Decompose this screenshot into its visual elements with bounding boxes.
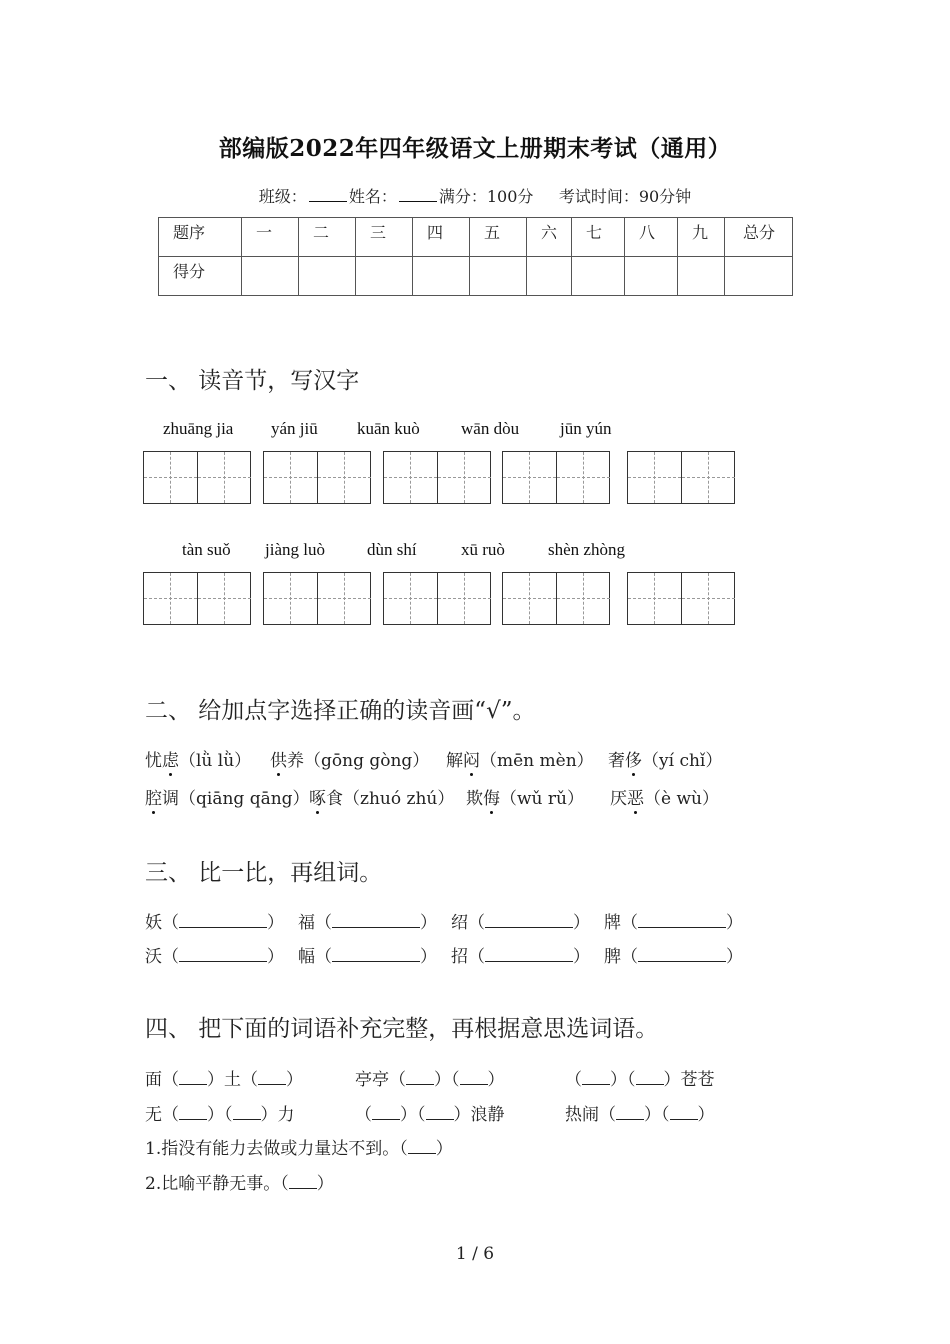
writing-grid[interactable] [627,451,735,504]
idiom-item[interactable]: 面（ ）土（ ） [145,1070,303,1090]
pinyin: jūn yún [560,419,612,438]
idiom-item[interactable]: （ ）（ ）苍苍 [565,1070,715,1090]
score-table-header-row [159,218,793,257]
score-cell[interactable] [413,257,470,296]
writing-grid[interactable] [143,451,251,504]
word-item[interactable]: 幅（ ） [298,947,437,967]
writing-grid[interactable] [627,572,735,625]
reading-item[interactable]: 啄食（zhuó zhú） [309,789,455,809]
score-cell[interactable] [725,257,793,296]
idiom-item[interactable]: 热闹（ ）（ ） [565,1105,715,1125]
exam-info [0,184,950,207]
score-table-score-row [159,257,793,296]
score-table [158,217,793,296]
header-cell: 四 [413,218,470,257]
word-item[interactable]: 沃（ ） [145,947,284,967]
pinyin: tàn suǒ [182,540,231,559]
idiom-item[interactable]: （ ）（ ）浪静 [355,1105,505,1125]
class-blank[interactable] [309,187,347,202]
writing-grid[interactable] [143,572,251,625]
word-item[interactable]: 妖（ ） [145,913,284,933]
pinyin: kuān kuò [357,419,420,438]
word-item[interactable]: 绍（ ） [451,913,590,933]
writing-grid[interactable] [502,451,610,504]
section3-heading: 三、 比一比，再组词。 [145,860,383,886]
pinyin: jiàng luò [265,540,325,559]
class-label: 班级： [258,187,307,206]
header-cell: 三 [356,218,413,257]
score-cell[interactable] [356,257,413,296]
pinyin: yán jiū [271,419,318,438]
header-cell: 二 [299,218,356,257]
name-label: 姓名： [348,187,397,206]
header-cell: 总分 [725,218,793,257]
score-cell[interactable] [527,257,572,296]
pinyin: wān dòu [461,419,520,438]
idiom-item[interactable]: 亭亭（ ）（ ） [355,1070,505,1090]
page-title: 部编版2022年四年级语文上册期末考试（通用） [218,135,732,162]
full-score: 满分：100分 [438,187,534,206]
reading-item[interactable]: 欺侮（wǔ rǔ） [466,789,584,809]
reading-item[interactable]: 解闷（mēn mèn） [446,751,594,771]
score-cell[interactable] [678,257,725,296]
score-cell[interactable] [572,257,625,296]
header-cell: 六 [527,218,572,257]
reading-item[interactable]: 供养（gōng gòng） [270,751,430,771]
header-cell: 题序 [159,218,242,257]
pinyin: xū ruò [461,540,505,559]
reading-item[interactable]: 厌恶（è wù） [610,789,719,809]
header-cell: 七 [572,218,625,257]
pinyin: zhuāng jia [163,419,234,438]
writing-grid[interactable] [263,451,371,504]
page-number: 1 / 6 [455,1244,495,1264]
writing-grid[interactable] [383,451,491,504]
row-label: 得分 [159,257,242,296]
word-item[interactable]: 招（ ） [451,947,590,967]
header-cell: 九 [678,218,725,257]
section1-heading: 一、 读音节，写汉字 [145,368,360,394]
writing-grid[interactable] [263,572,371,625]
idiom-item[interactable]: 无（ ）（ ）力 [145,1105,295,1125]
pinyin: shèn zhòng [548,540,625,559]
word-item[interactable]: 牌（ ） [604,913,743,933]
section2-heading: 二、 给加点字选择正确的读音画“√”。 [145,698,536,724]
reading-item[interactable]: 忧虑（lǜ lǜ） [145,751,252,771]
question-2[interactable]: 2.比喻平静无事。（ ） [145,1174,334,1194]
question-1[interactable]: 1.指没有能力去做或力量达不到。（ ） [145,1139,453,1159]
score-cell[interactable] [625,257,678,296]
word-item[interactable]: 脾（ ） [604,947,743,967]
name-blank[interactable] [399,187,437,202]
score-cell[interactable] [299,257,356,296]
score-cell[interactable] [470,257,527,296]
section4-heading: 四、 把下面的词语补充完整，再根据意思选词语。 [145,1016,659,1042]
pinyin: dùn shí [367,540,417,559]
score-cell[interactable] [242,257,299,296]
header-cell: 八 [625,218,678,257]
writing-grid[interactable] [502,572,610,625]
header-cell: 五 [470,218,527,257]
exam-time: 考试时间：90分钟 [558,187,692,206]
writing-grid[interactable] [383,572,491,625]
reading-item[interactable]: 腔调（qiāng qāng） [145,789,310,809]
word-item[interactable]: 福（ ） [298,913,437,933]
reading-item[interactable]: 奢侈（yí chǐ） [608,751,723,771]
header-cell: 一 [242,218,299,257]
